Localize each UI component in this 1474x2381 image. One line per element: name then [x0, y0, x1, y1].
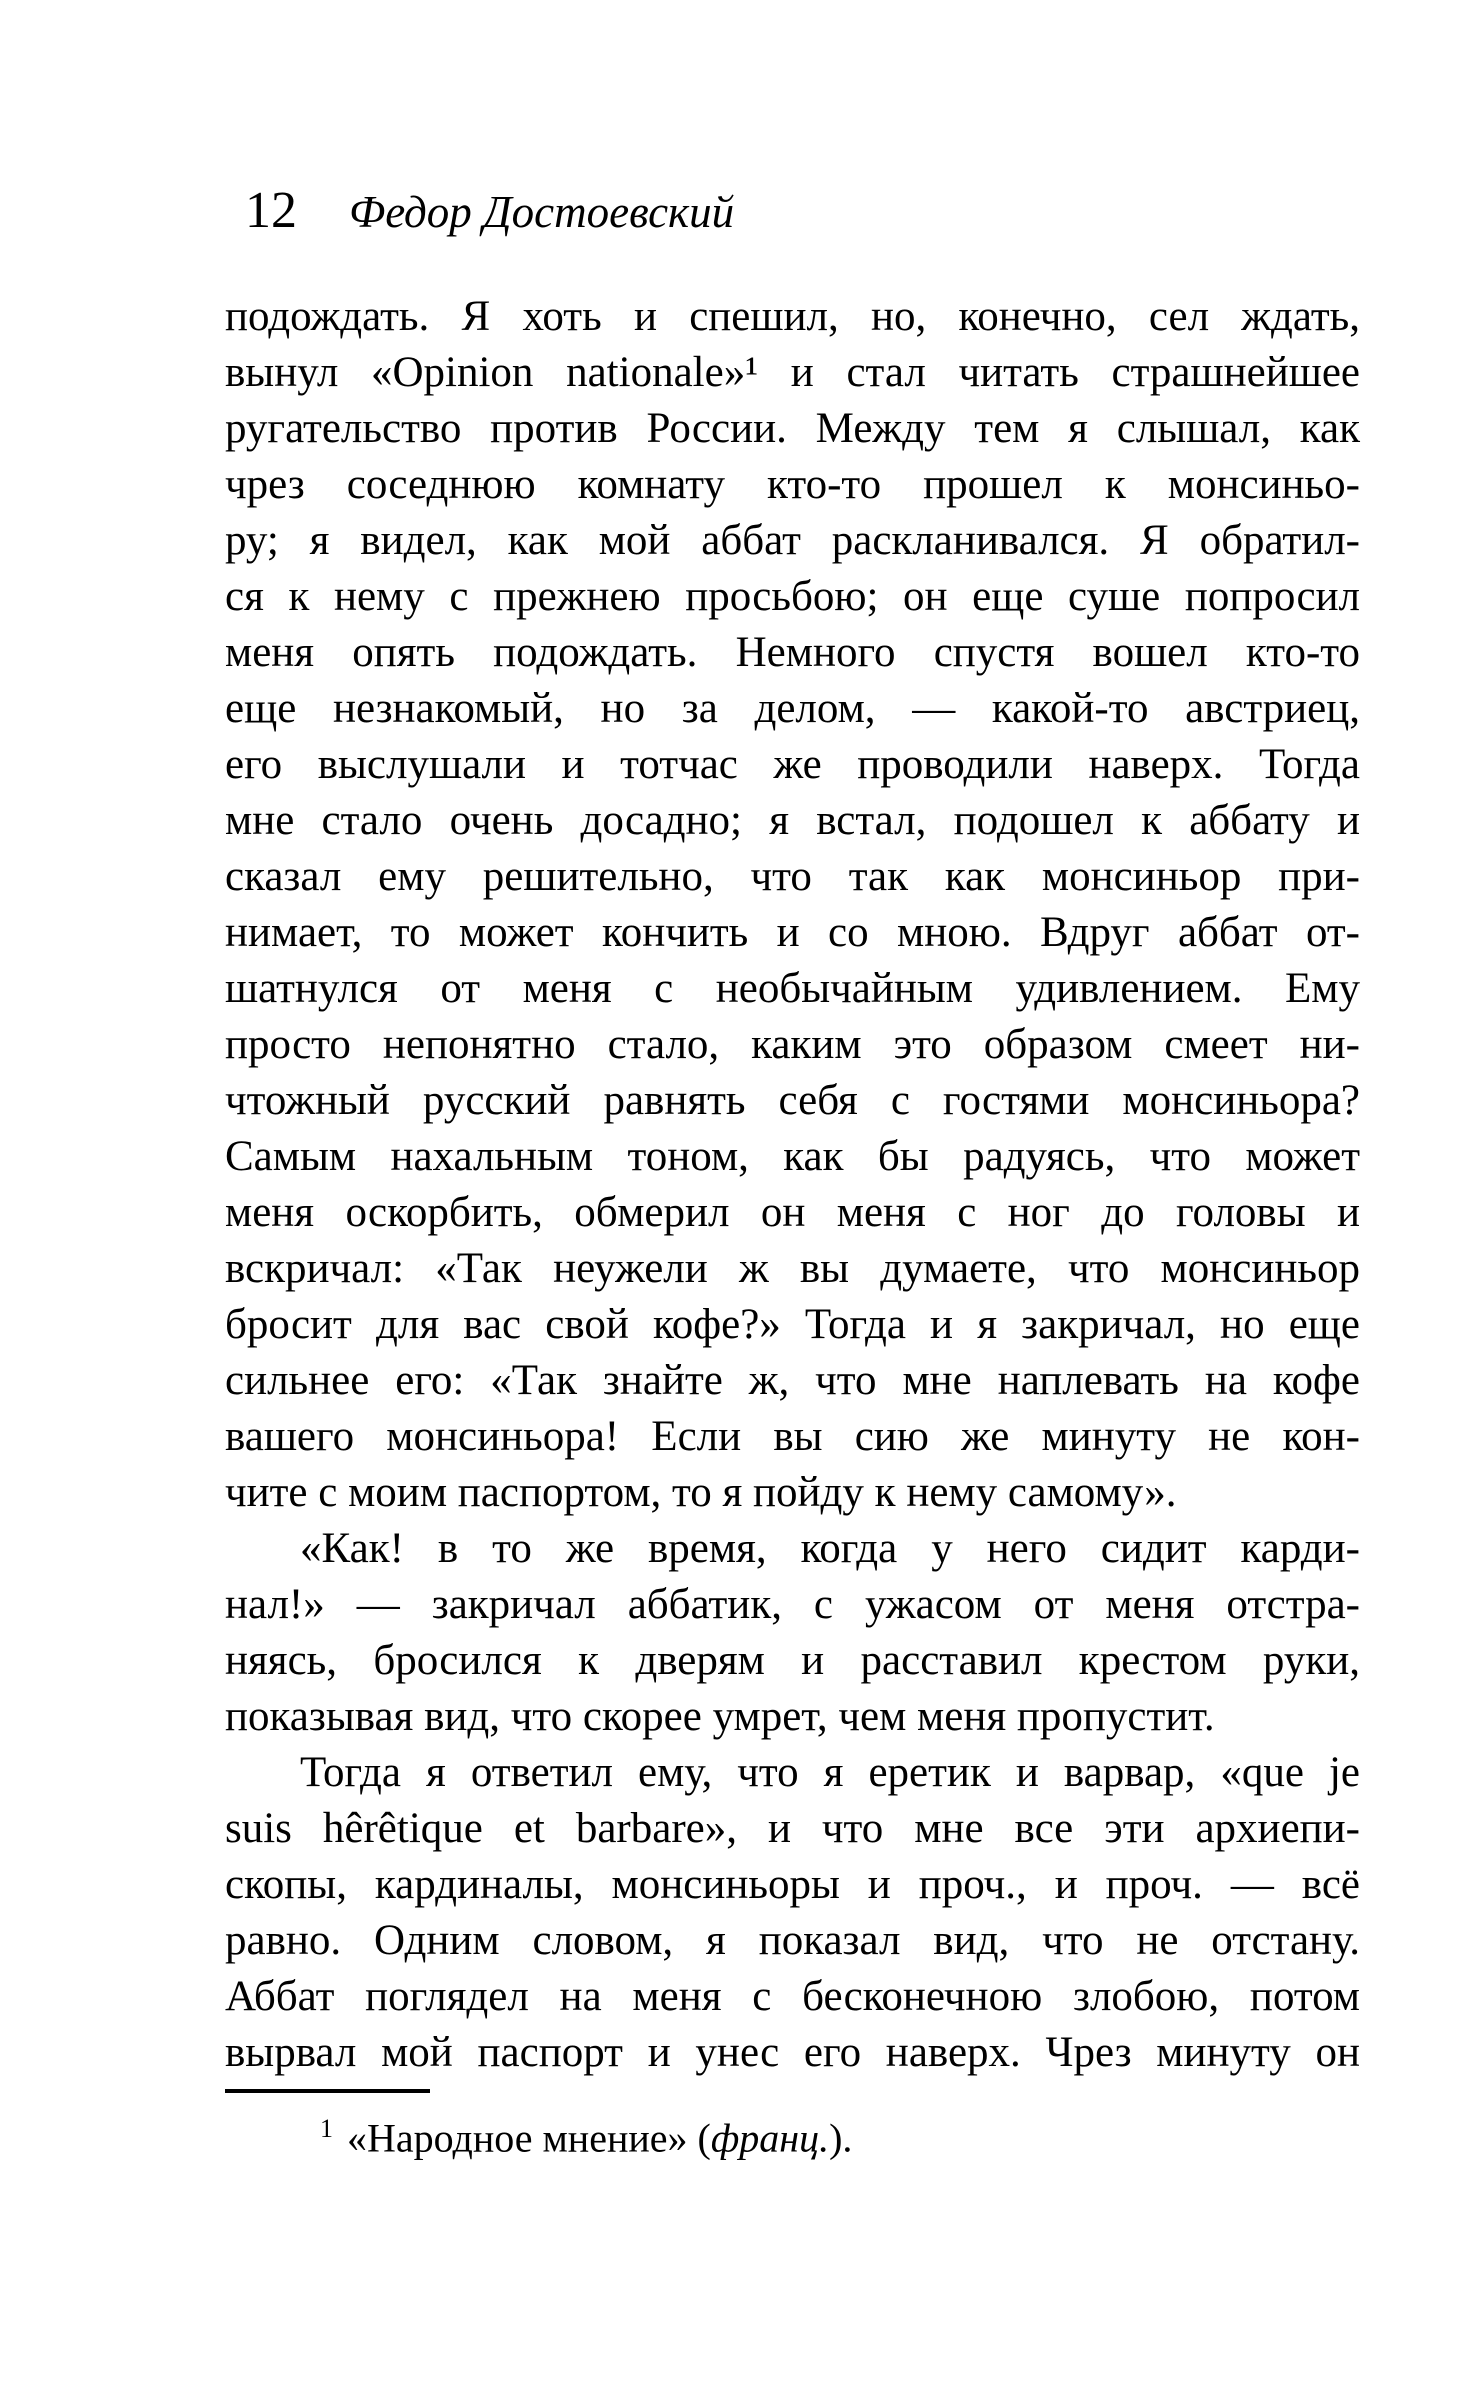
body-line: Тогда я ответил ему, что я еретик и варвар, «que je: [300, 1749, 1360, 1796]
body-line: меня опять подождать. Немного спустя вошел кто-то: [225, 629, 1360, 676]
body-line: чрез соседнюю комнату кто-то прошел к монсиньо-: [225, 461, 1360, 508]
body-line: просто непонятно стало, каким это образом смеет ни-: [225, 1021, 1360, 1068]
body-line: равно. Одним словом, я показал вид, что не отстану.: [225, 1917, 1360, 1964]
body-line: шатнулся от меня с необычайным удивлением. Ему: [225, 965, 1360, 1012]
body-line: няясь, бросился к дверям и расставил крестом руки,: [225, 1637, 1360, 1684]
body-line: сказал ему решительно, что так как монсиньор при-: [225, 853, 1360, 900]
body-line: подождать. Я хоть и спешил, но, конечно, сел ждать,: [225, 293, 1360, 340]
footnote-marker: 1: [320, 2114, 333, 2143]
body-line: чите с моим паспортом, то я пойду к нему самому».: [225, 1469, 1177, 1516]
running-head: [225, 183, 1360, 239]
footnote: [225, 2103, 1360, 2164]
footnote-text: «Народное мнение» (: [347, 2115, 711, 2161]
body-line: показывая вид, что скорее умрет, чем меня пропустит.: [225, 1693, 1215, 1740]
body-line: Аббат поглядел на меня с бесконечною злобою, потом: [225, 1973, 1360, 2020]
body-line: нимает, то может кончить и со мною. Вдруг аббат от-: [225, 909, 1360, 956]
body-line: ся к нему с прежнею просьбою; он еще суше попросил: [225, 573, 1360, 620]
body-line: мне стало очень досадно; я встал, подошел к аббату и: [225, 797, 1360, 844]
body-text: [225, 289, 1360, 2081]
body-line: Самым нахальным тоном, как бы радуясь, что может: [225, 1133, 1360, 1180]
body-line: вашего монсиньора! Если вы сию же минуту не кон-: [225, 1413, 1360, 1460]
body-line: нал!» — закричал аббатик, с ужасом от меня отстра-: [225, 1581, 1360, 1628]
footnote-rule: [225, 2089, 430, 2093]
body-line: меня оскорбить, обмерил он меня с ног до головы и: [225, 1189, 1360, 1236]
page-number: 12: [245, 182, 297, 239]
body-line: вырвал мой паспорт и унес его наверх. Чрез минуту он: [225, 2029, 1360, 2076]
body-line: вынул «Opinion nationale»¹ и стал читать страшнейшее: [225, 349, 1360, 396]
footnote-language-label: франц.: [710, 2115, 830, 2161]
body-line: ругательство против России. Между тем я слышал, как: [225, 405, 1360, 452]
body-line: скопы, кардиналы, монсиньоры и проч., и проч. — всё: [225, 1861, 1360, 1908]
body-line: чтожный русский равнять себя с гостями монсиньора?: [225, 1077, 1360, 1124]
body-line: ру; я видел, как мой аббат раскланивался. Я обратил-: [225, 517, 1360, 564]
body-line: «Как! в то же время, когда у него сидит карди-: [300, 1525, 1360, 1572]
footnote-text-end: ).: [829, 2115, 853, 2161]
body-line: еще незнакомый, но за делом, — какой-то австриец,: [225, 685, 1360, 732]
running-title: Федор Достоевский: [349, 187, 735, 237]
body-line: сильнее его: «Так знайте ж, что мне наплевать на кофе: [225, 1357, 1360, 1404]
body-line: бросит для вас свой кофе?» Тогда и я закричал, но еще: [225, 1301, 1360, 1348]
body-line: suis hêrêtique et barbare», и что мне все эти архиепи-: [225, 1805, 1360, 1852]
body-line: его выслушали и тотчас же проводили наверх. Тогда: [225, 741, 1360, 788]
body-line: вскричал: «Так неужели ж вы думаете, что монсиньор: [225, 1245, 1360, 1292]
text-block: [225, 183, 1360, 2164]
